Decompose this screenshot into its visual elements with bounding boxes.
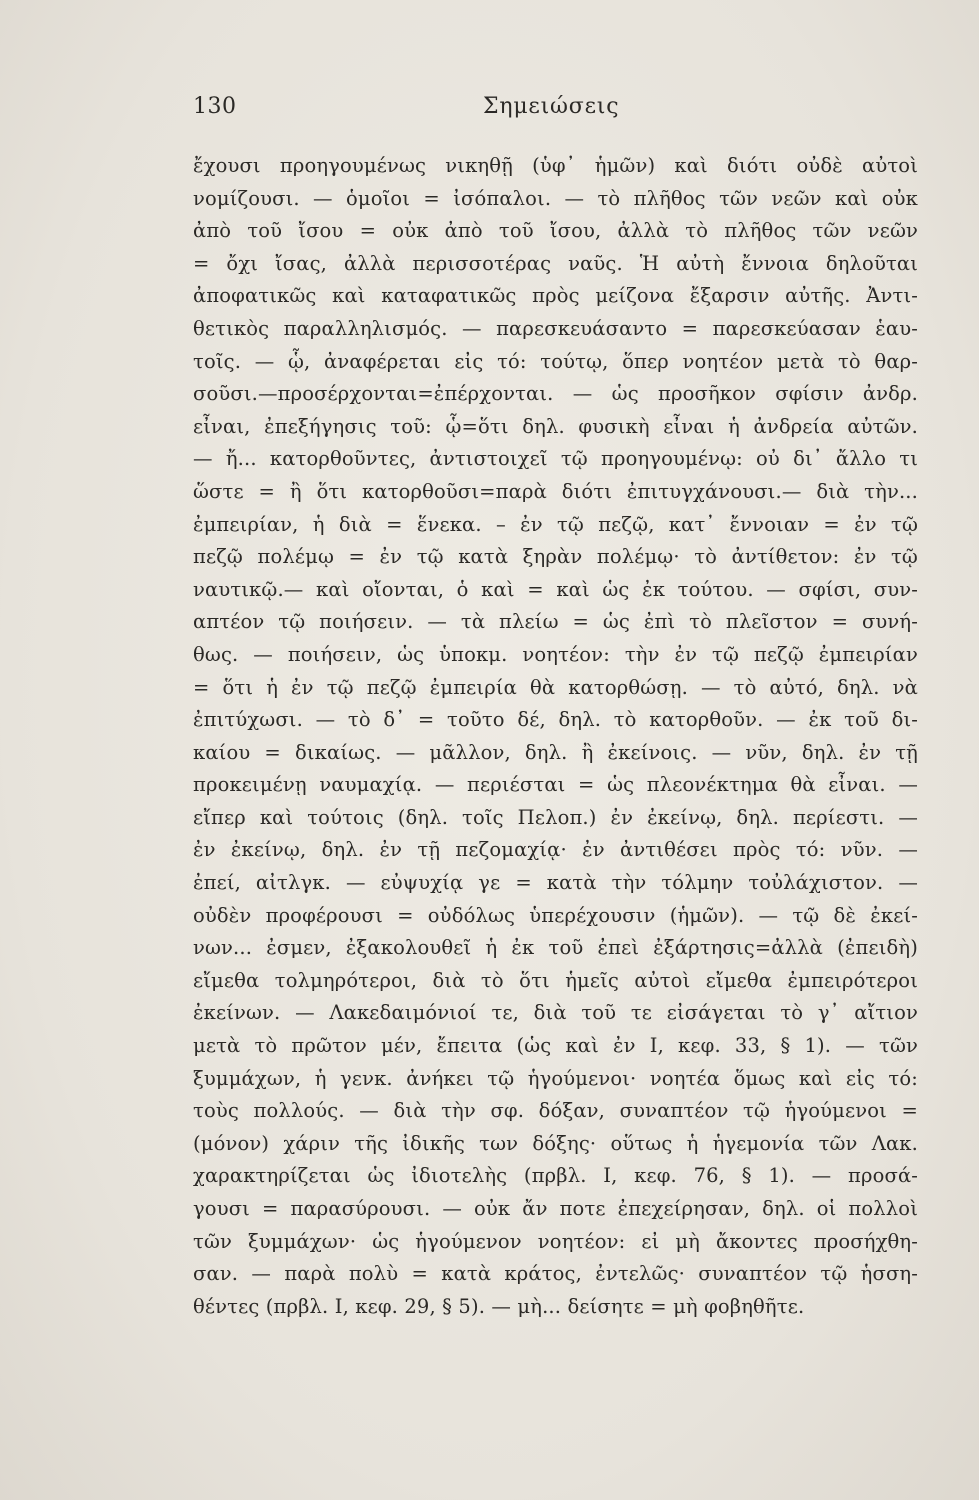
text-line: θετικὸς παραλληλισμός. — παρεσκευάσαντο = παρεσκεύασαν ἑαυ- — [193, 316, 918, 340]
page-number: 130 — [193, 94, 237, 119]
text-line: τοὺς πολλούς. — διὰ τὴν σφ. δόξαν, συναπτέον τῷ ἡγούμενοι = — [193, 1099, 918, 1123]
text-line: σοῦσι.—προσέρχονται=ἐπέρχονται. — ὡς προσῆκον σφίσιν ἀνδρ. — [193, 382, 918, 406]
text-line: θως. — ποιήσειν, ὡς ὑποκμ. νοητέον: τὴν ἐν τῷ πεζῷ ἐμπειρίαν — [193, 642, 918, 666]
page-header — [193, 90, 913, 130]
text-line: καίου = δικαίως. — μᾶλλον, δηλ. ἢ ἐκείνοις. — νῦν, δηλ. ἐν τῇ — [193, 740, 918, 764]
text-line: ἐν ἐκείνῳ, δηλ. ἐν τῇ πεζομαχίᾳ· ἐν ἀντιθέσει πρὸς τό: νῦν. — — [193, 838, 918, 862]
text-line: = ὄχι ἴσας, ἀλλὰ περισσοτέρας ναῦς. Ἡ αὐτὴ ἔννοια δηλοῦται — [193, 251, 918, 275]
text-line: ἐπεί, αἰτλγκ. — εὐψυχίᾳ γε = κατὰ τὴν τόλμην τοὐλάχιστον. — — [193, 871, 918, 895]
text-line: απτέον τῷ ποιήσειν. — τὰ πλείω = ὡς ἐπὶ τὸ πλεῖστον = συνή- — [193, 610, 918, 634]
text-line: θέντες (πρβλ. Ι, κεφ. 29, § 5). — μὴ... δείσητε = μὴ φοβηθῆτε. — [193, 1294, 805, 1318]
text-line: εἶναι, ἐπεξήγησις τοῦ: ᾧ=ὅτι δηλ. φυσικὴ εἶναι ἡ ἀνδρεία αὐτῶν. — [193, 414, 918, 438]
text-line: ἐμπειρίαν, ἡ διὰ = ἕνεκα. – ἐν τῷ πεζῷ, κατ᾽ ἔννοιαν = ἐν τῷ — [193, 512, 918, 536]
text-line: πεζῷ πολέμῳ = ἐν τῷ κατὰ ξηρὰν πολέμῳ· τὸ ἀντίθετον: ἐν τῷ — [193, 545, 918, 569]
text-line: = ὅτι ἡ ἐν τῷ πεζῷ ἐμπειρία θὰ κατορθώσῃ. — τὸ αὐτό, δηλ. νὰ — [193, 675, 918, 699]
text-line: ὥστε = ἢ ὅτι κατορθοῦσι=παρὰ διότι ἐπιτυγχάνουσι.— διὰ τὴν... — [193, 479, 918, 503]
text-line: εἴπερ καὶ τούτοις (δηλ. τοῖς Πελοπ.) ἐν ἐκείνῳ, δηλ. περίεστι. — — [193, 805, 918, 829]
text-line: ἐκείνων. — Λακεδαιμόνιοί τε, διὰ τοῦ τε εἰσάγεται τὸ γ᾽ αἴτιον — [193, 1001, 918, 1025]
text-line: οὐδὲν προφέρουσι = οὐδόλως ὑπερέχουσιν (ἡμῶν). — τῷ δὲ ἐκεί- — [193, 903, 918, 927]
text-line: ἀποφατικῶς καὶ καταφατικῶς πρὸς μείζονα ἔξαρσιν αὐτῆς. Ἀντι- — [193, 284, 918, 308]
text-line: νομίζουσι. — ὁμοῖοι = ἰσόπαλοι. — τὸ πλῆθος τῶν νεῶν καὶ οὐκ — [193, 186, 918, 210]
text-line: ναυτικῷ.— καὶ οἴονται, ὁ καὶ = καὶ ὡς ἐκ τούτου. — σφίσι, συν- — [193, 577, 918, 601]
text-line: νων... ἐσμεν, ἐξακολουθεῖ ἡ ἐκ τοῦ ἐπεὶ ἐξάρτησις=ἀλλὰ (ἐπειδὴ) — [193, 936, 918, 960]
text-line: ἐπιτύχωσι. — τὸ δ᾽ = τοῦτο δέ, δηλ. τὸ κατορθοῦν. — ἐκ τοῦ δι- — [193, 708, 918, 732]
text-line: (μόνον) χάριν τῆς ἰδικῆς των δόξης· οὕτως ἡ ἡγεμονία τῶν Λακ. — [193, 1131, 918, 1155]
text-line: γουσι = παρασύρουσι. — οὐκ ἄν ποτε ἐπεχείρησαν, δηλ. οἱ πολλοὶ — [193, 1197, 918, 1220]
text-line: εἴμεθα τολμηρότεροι, διὰ τὸ ὅτι ἡμεῖς αὐτοὶ εἴμεθα ἐμπειρότεροι — [193, 968, 918, 992]
running-title: Σημειώσεις — [483, 94, 620, 119]
text-line: τοῖς. — ᾧ, ἀναφέρεται εἰς τό: τούτῳ, ὅπερ νοητέον μετὰ τὸ θαρ- — [193, 349, 918, 373]
text-line: ἔχουσι προηγουμένως νικηθῇ (ὑφ᾽ ἡμῶν) καὶ διότι οὐδὲ αὐτοὶ — [193, 154, 918, 177]
text-line: τῶν ξυμμάχων· ὡς ἡγούμενον νοητέον: εἰ μὴ ἄκοντες προσήχθη- — [193, 1229, 918, 1253]
text-line: προκειμένῃ ναυμαχίᾳ. — περιέσται = ὡς πλεονέκτημα θὰ εἶναι. — — [193, 773, 918, 797]
text-line: χαρακτηρίζεται ὡς ἰδιοτελὴς (πρβλ. Ι, κεφ. 76, § 1). — προσά- — [193, 1164, 918, 1188]
text-line: — ἤ... κατορθοῦντες, ἀντιστοιχεῖ τῷ προηγουμένῳ: οὐ δι᾽ ἄλλο τι — [193, 447, 918, 471]
text-line: μετὰ τὸ πρῶτον μέν, ἔπειτα (ὡς καὶ ἐν Ι, κεφ. 33, § 1). — τῶν — [193, 1034, 918, 1058]
text-line: ξυμμάχων, ἡ γενκ. ἀνήκει τῷ ἡγούμενοι· νοητέα ὅμως καὶ εἰς τό: — [193, 1066, 918, 1090]
text-line: ἀπὸ τοῦ ἴσου = οὐκ ἀπὸ τοῦ ἴσου, ἀλλὰ τὸ πλῆθος τῶν νεῶν — [193, 219, 918, 243]
text-line: σαν. — παρὰ πολὺ = κατὰ κράτος, ἐντελῶς· συναπτέον τῷ ἡσση- — [193, 1262, 918, 1286]
notes-body — [193, 150, 918, 1323]
